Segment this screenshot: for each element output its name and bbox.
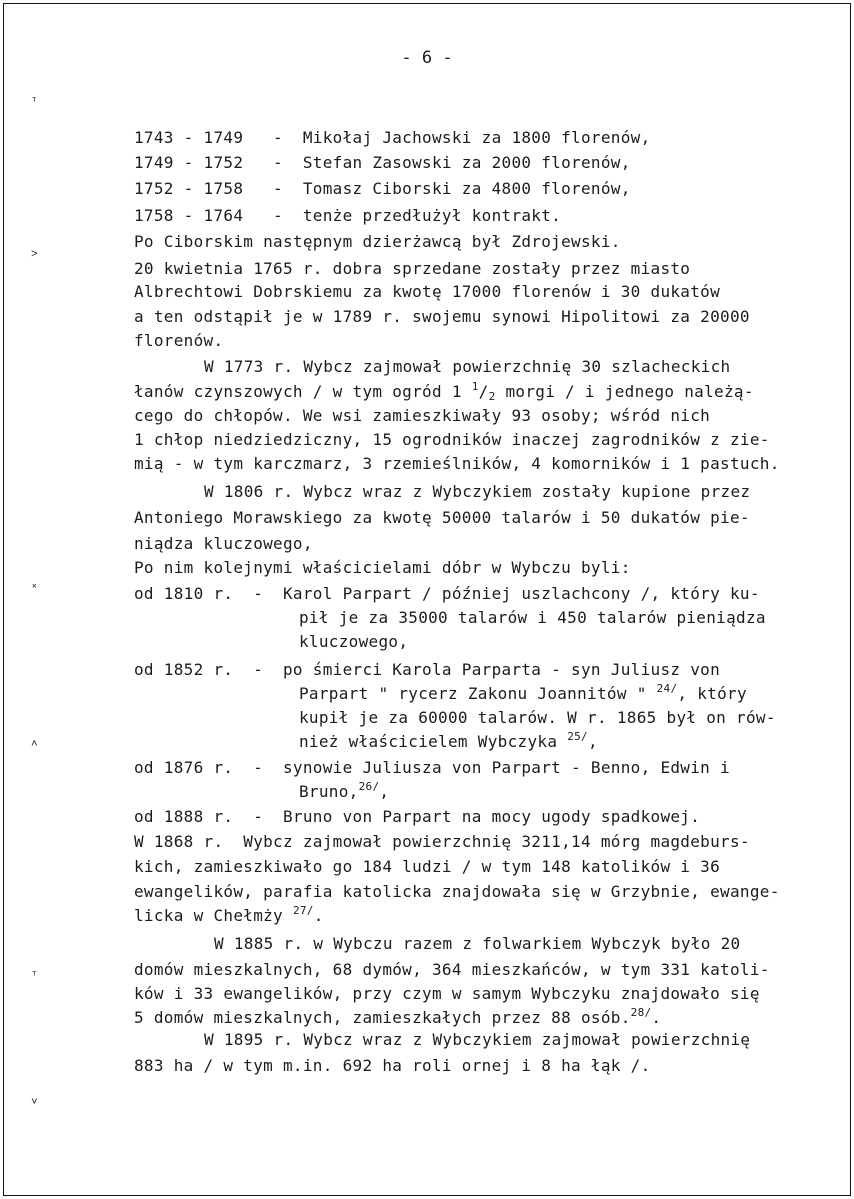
margin-mark: ˅ (31, 1095, 38, 1108)
text-line: W 1806 r. Wybcz wraz z Wybczykiem zostały kupione przez (204, 482, 751, 501)
text-line: Po Ciborskim następnym dzierżawcą był Zdrojewski. (134, 232, 621, 251)
lease-line-1: 1743 - 1749 - Mikołaj Jachowski za 1800 florenów, (134, 128, 651, 147)
margin-mark: ˃ (31, 247, 38, 260)
text-line: a ten odstąpił je w 1789 r. swojemu synowi Hipolitowi za 20000 (134, 307, 750, 326)
text-line: kich, zamieszkiwało go 184 ludzi / w tym 148 katolików i 36 (134, 857, 721, 876)
text-line: ków i 33 ewangelików, przy czym w samym Wybczyku znajdowało się (134, 984, 760, 1003)
text-line: licka w Chełmży $^{27/}$. (134, 904, 324, 925)
text-line: 883 ha / w tym m.in. 692 ha roli ornej i 8 ha łąk /. (134, 1056, 651, 1075)
owner-entry-line: nież właścicielem Wybczyka $^{25/}$, (299, 730, 598, 751)
text-line: ewangelików, parafia katolicka znajdowała się w Grzybnie, ewange- (134, 882, 780, 901)
owner-entry-line: od 1810 r. - Karol Parpart / później uszlachcony /, który ku- (134, 584, 760, 603)
margin-mark: ˄ (31, 737, 38, 750)
owner-entry-line: od 1852 r. - po śmierci Karola Parparta - syn Juliusz von (134, 660, 721, 679)
margin-mark: ᵀ (31, 969, 38, 982)
fraction-numerator: 1 (471, 380, 479, 393)
lease-line-3: 1752 - 1758 - Tomasz Ciborski za 4800 florenów, (134, 179, 631, 198)
lease-line-2: 1749 - 1752 - Stefan Zasowski za 2000 florenów, (134, 153, 631, 172)
footnote-ref: 25/ (567, 730, 588, 743)
lease-line-4: 1758 - 1764 - tenże przedłużył kontrakt. (134, 206, 562, 225)
text-line: 5 domów mieszkalnych, zamieszkałych przez 88 osób.$^{28/}$. (134, 1006, 662, 1027)
text-line: 1 chłop niedziedziczny, 15 ogrodników inaczej zagrodników z zie- (134, 430, 770, 449)
text-line: W 1773 r. Wybcz zajmował powierzchnię 30 szlacheckich (204, 357, 731, 376)
text-line: Antoniego Morawskiego za kwotę 50000 talarów i 50 dukatów pie- (134, 508, 750, 527)
text-line: niądza kluczowego, (134, 534, 313, 553)
footnote-ref: 28/ (630, 1006, 652, 1019)
owner-entry-line: pił je za 35000 talarów i 450 talarów pieniądza (299, 608, 766, 627)
footnote-ref: 27/ (292, 904, 314, 917)
owner-entry-line: kupił je za 60000 talarów. W r. 1865 był on rów- (299, 708, 776, 727)
text-line: W 1885 r. w Wybczu razem z folwarkiem Wybczyk było 20 (214, 934, 741, 953)
fraction-denominator: 2 (488, 390, 496, 403)
text-line: W 1868 r. Wybcz zajmował powierzchnię 3211,14 mórg magdeburs- (134, 832, 750, 851)
margin-mark: ᵀ (31, 95, 38, 108)
owner-entry-line: od 1876 r. - synowie Juliusza von Parpart - Benno, Edwin i (134, 758, 730, 777)
text-line: Po nim kolejnymi właścicielami dóbr w Wybczu byli: (134, 558, 631, 577)
page-number: - 6 - (401, 48, 453, 68)
owner-entry-line: Parpart " rycerz Zakonu Joannitów " $^{24/}$, który (299, 682, 747, 703)
text-line: Albrechtowi Dobrskiemu za kwotę 17000 florenów i 30 dukatów (134, 282, 721, 301)
owner-entry-line: od 1888 r. - Bruno von Parpart na mocy ugody spadkowej. (134, 807, 701, 826)
text-line: łanów czynszowych / w tym ogród 1 $^1/_2$ morgi / i jednego należą- (134, 380, 754, 403)
owner-entry-line: kluczowego, (299, 632, 409, 651)
text-line: florenów. (134, 331, 224, 350)
footnote-ref: 24/ (656, 682, 678, 695)
text-line: mią - w tym karczmarz, 3 rzemieślników, 4 komorników i 1 pastuch. (134, 454, 780, 473)
text-line: domów mieszkalnych, 68 dymów, 364 mieszkańców, w tym 331 katoli- (134, 960, 770, 979)
text-line: 20 kwietnia 1765 r. dobra sprzedane zostały przez miasto (134, 259, 691, 278)
owner-entry-line: Bruno,$^{26/}$, (299, 780, 390, 801)
text-line: W 1895 r. Wybcz wraz z Wybczykiem zajmował powierzchnię (204, 1030, 751, 1049)
margin-mark: ˟ (31, 582, 38, 595)
footnote-ref: 26/ (358, 780, 380, 793)
text-line: cego do chłopów. We wsi zamieszkiwały 93 osoby; wśród nich (134, 406, 711, 425)
